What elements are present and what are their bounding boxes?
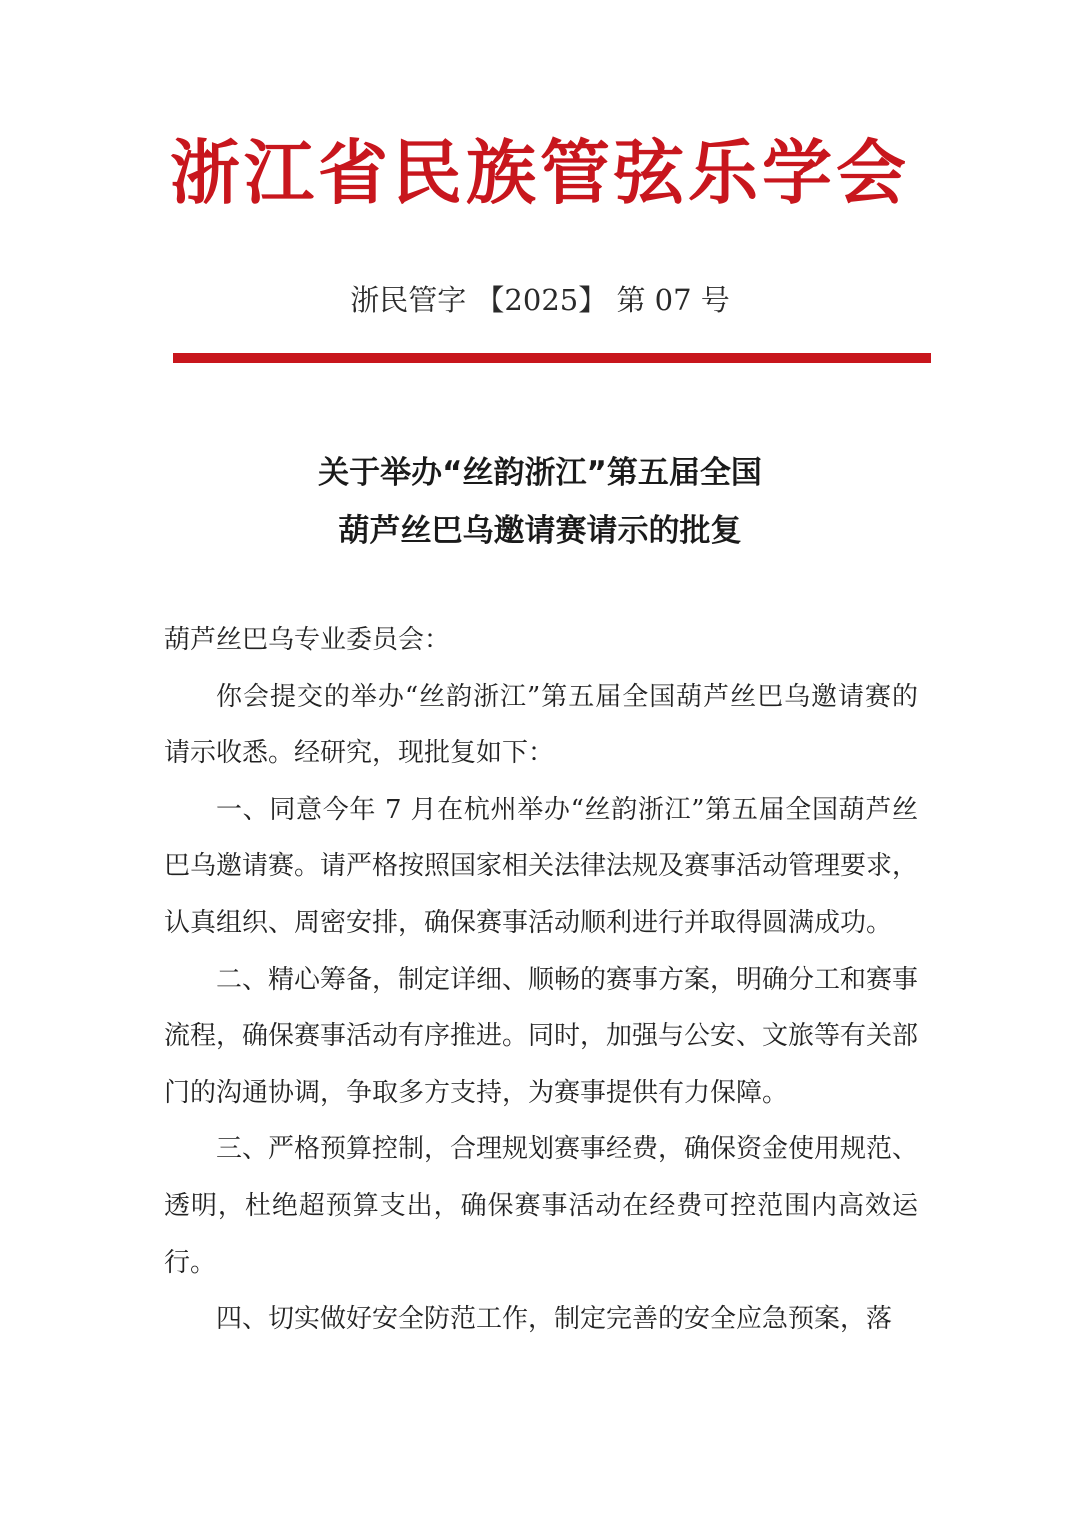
body-paragraph-3: 三、严格预算控制，合理规划赛事经费，确保资金使用规范、透明，杜绝超预算支出，确保赛事活动在经费可控范围内高效运行。 bbox=[164, 1134, 919, 1278]
document-number: 浙民管字 【2025】 第 07 号 bbox=[350, 283, 730, 317]
body-paragraph-4: 四、切实做好安全防范工作，制定完善的安全应急预案，落 bbox=[216, 1304, 893, 1335]
document-subject bbox=[0, 444, 1080, 560]
red-header-rule bbox=[173, 353, 931, 363]
subject-line-1: 关于举办“丝韵浙江”第五届全国 bbox=[318, 455, 762, 491]
subject-line-2: 葫芦丝巴乌邀请赛请示的批复 bbox=[338, 513, 742, 549]
body-paragraph-intro: 你会提交的举办“丝韵浙江”第五届全国葫芦丝巴乌邀请赛的请示收悉。经研究，现批复如下： bbox=[164, 681, 918, 769]
body-paragraph-1: 一、同意今年 7 月在杭州举办“丝韵浙江”第五届全国葫芦丝巴乌邀请赛。请严格按照国家相关法律法规及赛事活动管理要求，认真组织、周密安排，确保赛事活动顺利进行并取得圆满成功。 bbox=[164, 794, 919, 938]
salutation: 葫芦丝巴乌专业委员会： bbox=[164, 625, 451, 655]
document-body bbox=[164, 612, 918, 1348]
body-paragraph-2: 二、精心筹备，制定详细、顺畅的赛事方案，明确分工和赛事流程，确保赛事活动有序推进。同时，加强与公安、文旅等有关部门的沟通协调，争取多方支持，为赛事提供有力保障。 bbox=[164, 964, 919, 1108]
organization-title: 浙江省民族管弦乐学会 bbox=[170, 132, 910, 214]
